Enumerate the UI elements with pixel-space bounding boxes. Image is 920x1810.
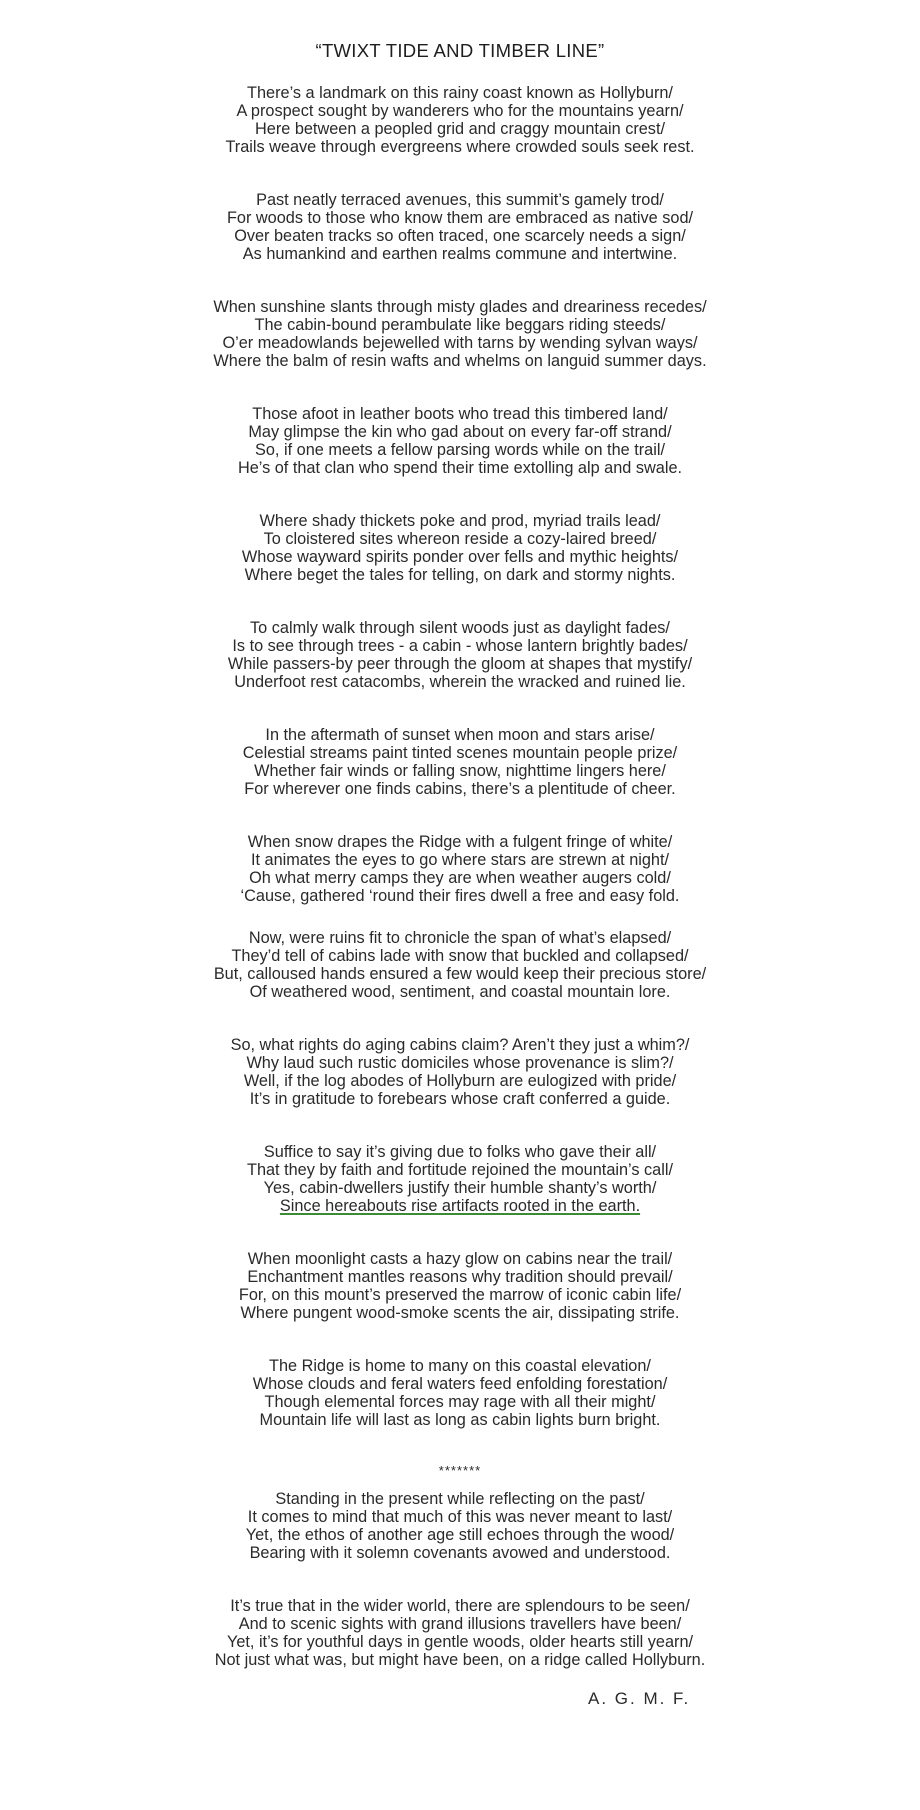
stanza <box>0 929 920 1001</box>
poem-line: A prospect sought by wanderers who for the mountains yearn/ <box>236 102 684 120</box>
poem-line: Those afoot in leather boots who tread this timbered land/ <box>252 405 668 423</box>
poem-line: Well, if the log abodes of Hollyburn are eulogized with pride/ <box>243 1072 677 1090</box>
poem-line: Oh what merry camps they are when weather augers cold/ <box>249 869 671 887</box>
poem-line: To calmly walk through silent woods just as daylight fades/ <box>250 619 670 637</box>
stanza <box>0 512 920 584</box>
poem-line: Not just what was, but might have been, on a ridge called Hollyburn. <box>214 1651 706 1669</box>
stanza <box>0 405 920 477</box>
poem-line: Yes, cabin-dwellers justify their humble shanty’s worth/ <box>263 1179 657 1197</box>
poem-line: The Ridge is home to many on this coastal elevation/ <box>269 1357 651 1375</box>
poem-line: So, what rights do aging cabins claim? Aren’t they just a whim?/ <box>230 1036 690 1054</box>
poem-line: Where shady thickets poke and prod, myriad trails lead/ <box>259 512 661 530</box>
stanza <box>0 1250 920 1322</box>
poem-line: When snow drapes the Ridge with a fulgent fringe of white/ <box>247 833 673 851</box>
poem-line: Yet, the ethos of another age still echoes through the wood/ <box>245 1526 675 1544</box>
poem-line: Yet, it’s for youthful days in gentle woods, older hearts still yearn/ <box>226 1633 694 1651</box>
poem-line: When sunshine slants through misty glades and dreariness recedes/ <box>213 298 707 316</box>
poem-line: Where pungent wood-smoke scents the air, dissipating strife. <box>240 1304 680 1322</box>
poem-line: And to scenic sights with grand illusions travellers have been/ <box>238 1615 682 1633</box>
poem-line: They’d tell of cabins lade with snow that buckled and collapsed/ <box>231 947 689 965</box>
stanza <box>0 833 920 905</box>
poem-line: Why laud such rustic domiciles whose provenance is slim?/ <box>246 1054 674 1072</box>
poem-line: Celestial streams paint tinted scenes mountain people prize/ <box>242 744 678 762</box>
poem-line: ‘Cause, gathered ‘round their fires dwell a free and easy fold. <box>240 887 680 905</box>
stanza <box>0 298 920 370</box>
poem-line: Here between a peopled grid and craggy mountain crest/ <box>255 120 665 138</box>
author-initials: A. G. M. F. <box>588 1689 691 1708</box>
poem-line: Whose wayward spirits ponder over fells and mythic heights/ <box>241 548 679 566</box>
poem-line: Of weathered wood, sentiment, and coastal mountain lore. <box>249 983 671 1001</box>
poem-line: When moonlight casts a hazy glow on cabins near the trail/ <box>247 1250 673 1268</box>
poem-line: There’s a landmark on this rainy coast known as Hollyburn/ <box>247 84 673 102</box>
poem-line: Suffice to say it’s giving due to folks who gave their all/ <box>263 1143 657 1161</box>
poem-line: It’s in gratitude to forebears whose craft conferred a guide. <box>249 1090 671 1108</box>
poem-line: While passers-by peer through the gloom at shapes that mystify/ <box>227 655 693 673</box>
stanza <box>0 1036 920 1108</box>
poem-line: O’er meadowlands bejewelled with tarns by wending sylvan ways/ <box>222 334 698 352</box>
poem-line: But, calloused hands ensured a few would keep their precious store/ <box>213 965 707 983</box>
stanza <box>0 1357 920 1429</box>
poem-body <box>0 84 920 1669</box>
poem-line: Now, were ruins fit to chronicle the span of what’s elapsed/ <box>248 929 672 947</box>
stanza <box>0 1143 920 1215</box>
poem-line: For woods to those who know them are embraced as native sod/ <box>226 209 694 227</box>
poem-line: Bearing with it solemn covenants avowed and understood. <box>249 1544 671 1562</box>
poem-line: He’s of that clan who spend their time extolling alp and swale. <box>237 459 683 477</box>
poem-line: Since hereabouts rise artifacts rooted in the earth. <box>279 1197 641 1215</box>
poem-line: So, if one meets a fellow parsing words while on the trail/ <box>255 441 665 459</box>
poem-line: Where the balm of resin wafts and whelms on languid summer days. <box>213 352 707 370</box>
poem-line: In the aftermath of sunset when moon and stars arise/ <box>265 726 655 744</box>
poem-line: Whose clouds and feral waters feed enfolding forestation/ <box>252 1375 668 1393</box>
poem-line: Though elemental forces may rage with all their might/ <box>264 1393 656 1411</box>
poem-line: It comes to mind that much of this was never meant to last/ <box>247 1508 673 1526</box>
stanza <box>0 1597 920 1669</box>
stanza <box>0 1464 920 1562</box>
poem-line: May glimpse the kin who gad about on every far-off strand/ <box>248 423 672 441</box>
poem-title: “TWIXT TIDE AND TIMBER LINE” <box>315 40 605 61</box>
section-separator: ******* <box>438 1463 482 1478</box>
stanza <box>0 84 920 156</box>
poem-line: Where beget the tales for telling, on dark and stormy nights. <box>244 566 676 584</box>
poem-line: Past neatly terraced avenues, this summit’s gamely trod/ <box>256 191 664 209</box>
poem-line: It animates the eyes to go where stars are strewn at night/ <box>250 851 670 869</box>
poem-line: For wherever one finds cabins, there’s a plentitude of cheer. <box>244 780 676 798</box>
poem-line: Is to see through trees - a cabin - whose lantern brightly bades/ <box>232 637 688 655</box>
poem-line: As humankind and earthen realms commune and intertwine. <box>242 245 678 263</box>
poem-line: Trails weave through evergreens where crowded souls seek rest. <box>225 138 695 156</box>
poem-line: Underfoot rest catacombs, wherein the wracked and ruined lie. <box>234 673 686 691</box>
poem-line: Enchantment mantles reasons why tradition should prevail/ <box>247 1268 673 1286</box>
stanza <box>0 191 920 263</box>
poem-line: Standing in the present while reflecting on the past/ <box>275 1490 645 1508</box>
poem-line: For, on this mount’s preserved the marrow of iconic cabin life/ <box>238 1286 682 1304</box>
poem-line: Whether fair winds or falling snow, nighttime lingers here/ <box>254 762 666 780</box>
poem-line: That they by faith and fortitude rejoined the mountain’s call/ <box>247 1161 673 1179</box>
poem-line: The cabin-bound perambulate like beggars riding steeds/ <box>254 316 666 334</box>
poem-line: It’s true that in the wider world, there are splendours to be seen/ <box>230 1597 690 1615</box>
poem-line: Over beaten tracks so often traced, one scarcely needs a sign/ <box>234 227 686 245</box>
stanza <box>0 726 920 798</box>
stanza <box>0 619 920 691</box>
poem-line: To cloistered sites whereon reside a cozy-laired breed/ <box>263 530 657 548</box>
poem-line: Mountain life will last as long as cabin lights burn bright. <box>259 1411 661 1429</box>
